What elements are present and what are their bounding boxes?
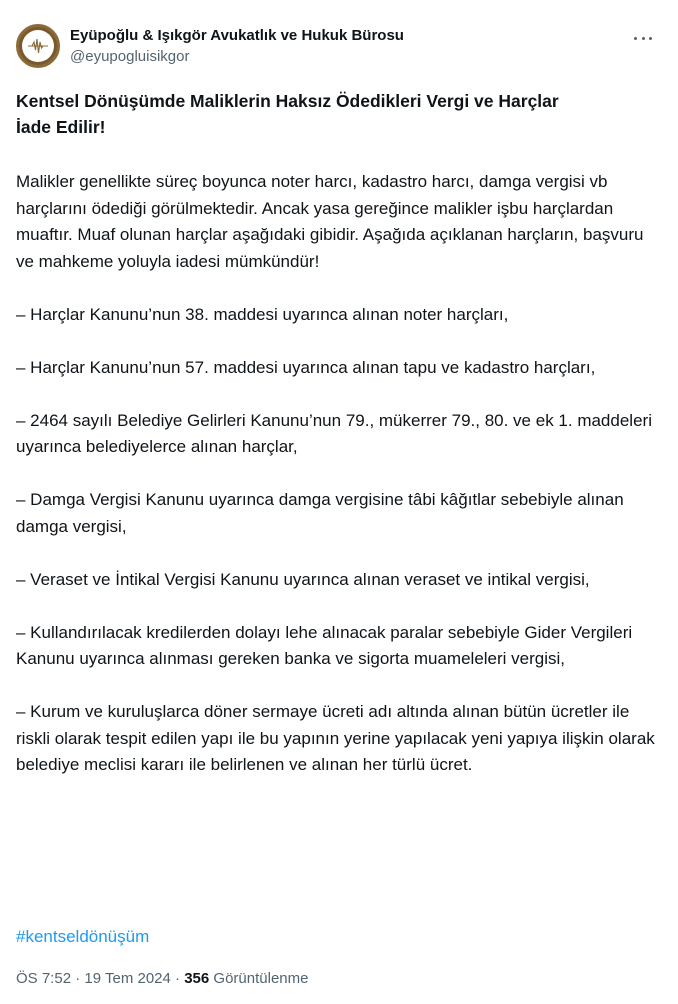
tweet-time[interactable]: ÖS 7:52 [16,970,72,987]
tweet-list-item: – Kullandırılacak kredilerden dolayı lehe alınacak paralar sebebiyle Gider Vergileri Kanunu uyarınca alınması gereken banka ve sigorta muameleleri vergisi, [16,622,633,668]
tweet-list-item: – Harçlar Kanunu’nun 38. maddesi uyarınca alınan noter harçları, [16,304,509,324]
firm-logo-icon [19,27,57,65]
tweet-list-item: – Damga Vergisi Kanunu uyarınca damga vergisine tâbi kâğıtlar sebebiyle alınan damga vergisi, [16,490,624,536]
tweet-title-line: Kentsel Dönüşümde Maliklerin Haksız Ödedikleri Vergi ve Harçlar [16,91,559,111]
more-dots-icon [649,37,652,40]
tweet-list-item: – Harçlar Kanunu’nun 57. maddesi uyarınca alınan tapu ve kadastro harçları, [16,357,596,377]
avatar[interactable] [16,24,60,68]
tweet-list-item: – Veraset ve İntikal Vergisi Kanunu uyarınca alınan veraset ve intikal vergisi, [16,569,590,589]
tweet-title-line: İade Edilir! [16,117,106,137]
author-display-name[interactable]: Eyüpoğlu & Işıkgör Avukatlık ve Hukuk Bürosu [70,27,404,44]
hashtag-link[interactable]: #kentseldönüşüm [16,927,150,946]
more-dots-icon [642,37,645,40]
meta-separator: · [170,970,185,987]
tweet-title [16,88,658,140]
tweet-paragraph: Malikler genellikte süreç boyunca noter harcı, kadastro harcı, damga vergisi vb harçlarını ödediği görülmektedir. Ancak yasa gereğince malikler işbu harçlardan muaftır. Muaf olunan harçlar aşağıdaki gibidir. Aşağıda açıklanan harçların, başvuru ve mahkeme yoluyla iadesi mümkündür! [16,172,644,271]
tweet-list-item: – Kurum ve kuruluşlarca döner sermaye ücreti adı altında alınan bütün ücretler ile riskli olarak tespit edilen yapı ile bu yapının yerine yapılacak yeni yapıya ilişkin olarak belediye meclisi kararı ile belirlenen ve alınan her türlü ücret. [16,702,655,774]
views-count: 356 [184,970,210,987]
more-button[interactable] [628,24,662,54]
meta-separator: · [71,970,85,987]
tweet-date[interactable]: 19 Tem 2024 [84,970,171,987]
author-names [70,26,404,67]
author-handle[interactable]: @eyupogluisikgor [70,48,190,65]
tweet-meta [16,969,308,989]
views-label: Görüntülenme [213,970,309,987]
tweet-body [16,169,660,805]
tweet-header [16,22,662,72]
tweet-list-item: – 2464 sayılı Belediye Gelirleri Kanunu’nun 79., mükerrer 79., 80. ve ek 1. maddeleri uyarınca belediyelerce alınan harçlar, [16,410,652,456]
more-dots-icon [634,37,637,40]
